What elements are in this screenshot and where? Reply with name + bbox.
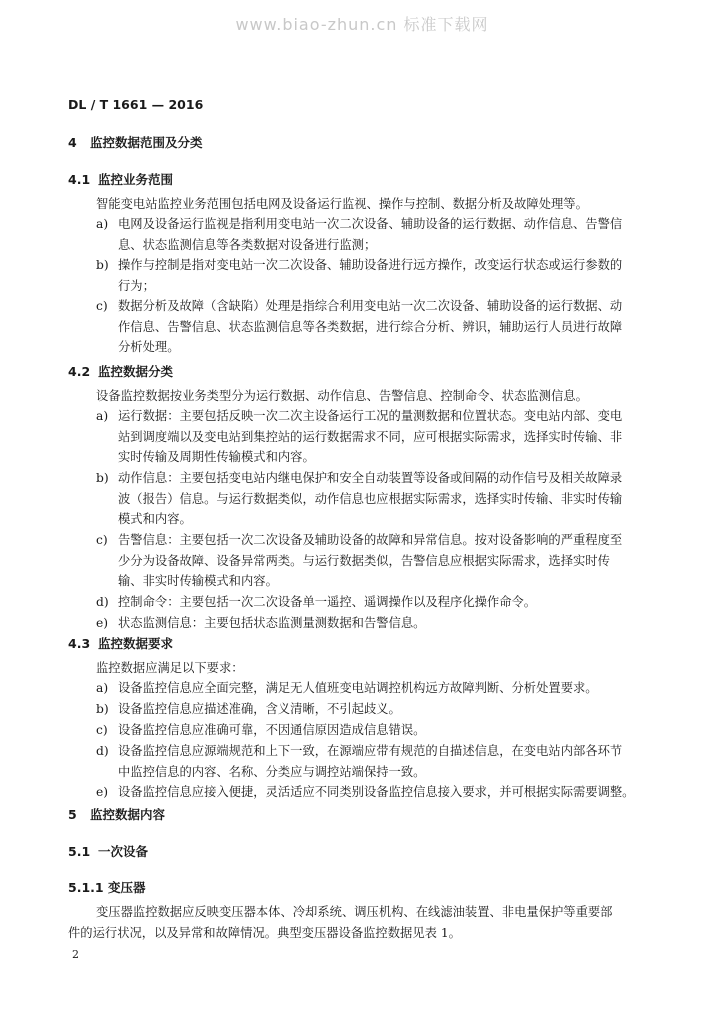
list-marker: b) [96, 471, 109, 485]
list-text: 状态监测信息：主要包括状态监测量测数据和告警信息。 [118, 616, 426, 630]
watermark: www.biao-zhun.cn 标准下载网 [235, 15, 489, 34]
list-marker: b) [96, 702, 109, 716]
list-item [96, 406, 660, 468]
section-number: 5.1 [68, 844, 91, 859]
document-id: DL / T 1661 — 2016 [68, 97, 204, 112]
list-item [96, 592, 660, 613]
list-text: 运行数据：主要包括反映一次二次主设备运行工况的量测数据和位置状态。变电站内部、变电 站到调度端以及变电站到集控站的运行数据需求不同，应可根据实际需求，选择实时传输、非 实时传输及周期性传输模式和内容。 [118, 409, 623, 464]
section-title: 监控数据分类 [98, 364, 174, 379]
list-marker: c) [96, 299, 108, 313]
list-marker: a) [96, 409, 109, 423]
section-number: 4.3 [68, 636, 91, 651]
section-number: 5.1.1 [68, 880, 104, 895]
section-5-heading [68, 805, 165, 823]
list-item [96, 613, 660, 634]
section-5-1-1-body: 变压器监控数据应反映变压器本体、冷却系统、调压机构、在线滤油装置、非电量保护等重要部 件的运行状况，以及异常和故障情况。典型变压器设备监控数据见表 1。 [68, 905, 613, 940]
list-text: 设备监控信息应全面完整，满足无人值班变电站调控机构远方故障判断、分析处置要求。 [118, 681, 598, 695]
list-marker: e) [96, 616, 109, 630]
section-title: 监控数据范围及分类 [90, 135, 203, 150]
section-title: 变压器 [108, 880, 146, 895]
list-item [96, 720, 660, 741]
list-marker: a) [96, 681, 109, 695]
list-marker: d) [96, 744, 109, 758]
list-text: 设备监控信息应准确可靠，不因通信原因造成信息错误。 [118, 723, 426, 737]
list-text: 设备监控信息应接入便捷，灵活适应不同类别设备监控信息接入要求，并可根据实际需要调整。 [118, 785, 635, 799]
list-text: 操作与控制是指对变电站一次二次设备、辅助设备进行远方操作，改变运行状态或运行参数的 行为； [118, 258, 623, 293]
section-4-3-intro: 监控数据应满足以下要求： [96, 661, 244, 675]
list-text: 控制命令：主要包括一次二次设备单一遥控、遥调操作以及程序化操作命令。 [118, 595, 537, 609]
list-marker: d) [96, 595, 109, 609]
list-item [96, 782, 660, 803]
section-5-1-heading [68, 842, 148, 860]
list-text: 设备监控信息应描述准确，含义清晰，不引起歧义。 [118, 702, 401, 716]
section-title: 一次设备 [98, 844, 149, 859]
list-marker: e) [96, 785, 109, 799]
section-number: 4 [68, 135, 77, 150]
list-marker: b) [96, 258, 109, 272]
list-marker: c) [96, 723, 108, 737]
list-item [96, 699, 660, 720]
section-number: 4.1 [68, 172, 91, 187]
list-item [96, 741, 660, 782]
section-5-1-1-heading [68, 878, 146, 896]
section-4-2-intro: 设备监控数据按业务类型分为运行数据、动作信息、告警信息、控制命令、状态监测信息。 [96, 389, 588, 403]
section-4-2-heading [68, 362, 173, 380]
list-text: 数据分析及故障（含缺陷）处理是指综合利用变电站一次二次设备、辅助设备的运行数据、动 作信息、告警信息、状态监测信息等各类数据，进行综合分析、辨识，辅助运行人员进行故障 分析处理。 [118, 299, 623, 354]
list-text: 动作信息：主要包括变电站内继电保护和安全自动装置等设备或间隔的动作信号及相关故障录 波（报告）信息。与运行数据类似，动作信息也应根据实际需求，选择实时传输、非实时传输 模式和内容。 [118, 471, 623, 526]
section-4-3-heading [68, 634, 173, 652]
list-item [96, 255, 660, 296]
list-item [96, 678, 660, 699]
list-marker: a) [96, 217, 109, 231]
list-item [96, 530, 660, 592]
page-number: 2 [72, 948, 79, 961]
section-4-1-heading [68, 170, 173, 188]
section-4-1-intro: 智能变电站监控业务范围包括电网及设备运行监视、操作与控制、数据分析及故障处理等。 [96, 197, 588, 211]
list-item [96, 296, 660, 358]
list-text: 电网及设备运行监视是指利用变电站一次二次设备、辅助设备的运行数据、动作信息、告警信 息、状态监测信息等各类数据对设备进行监测； [118, 217, 623, 252]
section-title: 监控数据内容 [90, 807, 166, 822]
section-title: 监控数据要求 [98, 636, 174, 651]
list-text: 告警信息：主要包括一次二次设备及辅助设备的故障和异常信息。按对设备影响的严重程度至 少分为设备故障、设备异常两类。与运行数据类似，告警信息应根据实际需求，选择实时传 输、非实时传输模式和内容。 [118, 533, 623, 588]
list-item [96, 214, 660, 255]
section-number: 5 [68, 807, 77, 822]
section-number: 4.2 [68, 364, 91, 379]
section-title: 监控业务范围 [98, 172, 174, 187]
list-marker: c) [96, 533, 108, 547]
section-4-heading [68, 133, 203, 151]
list-item [96, 468, 660, 530]
list-text: 设备监控信息应源端规范和上下一致，在源端应带有规范的自描述信息，在变电站内部各环节 中监控信息的内容、名称、分类应与调控站端保持一致。 [118, 744, 623, 779]
